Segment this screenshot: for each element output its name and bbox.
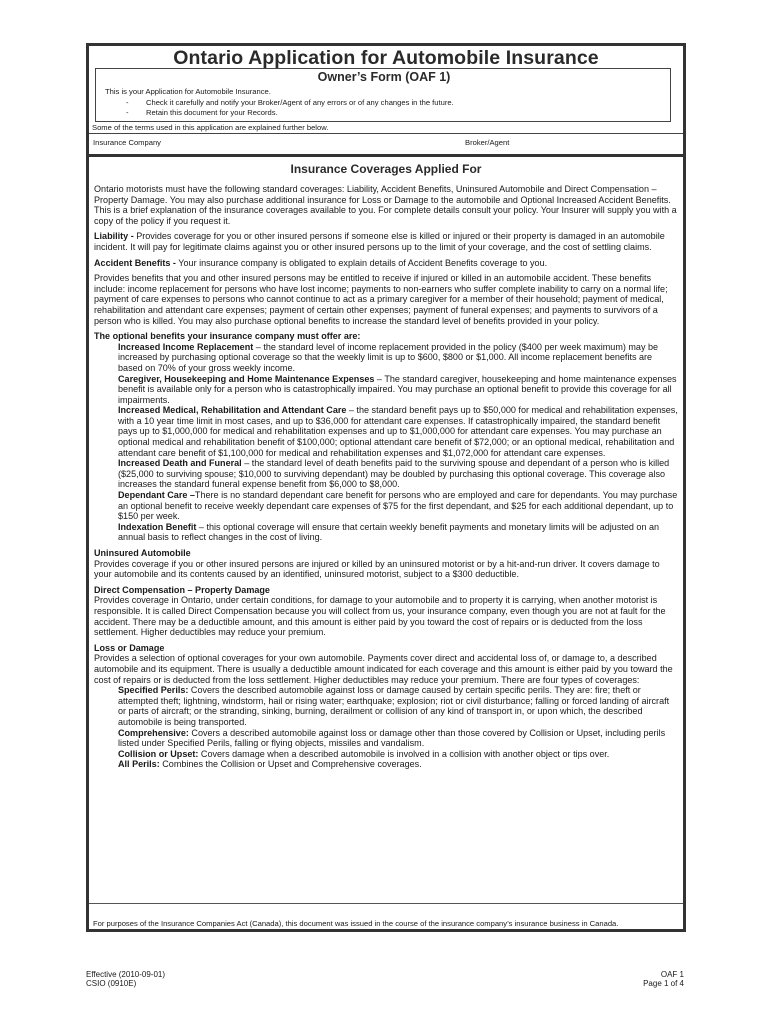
loss-damage-heading-text: Loss or Damage bbox=[94, 642, 165, 653]
loss-type-term: Specified Perils: bbox=[118, 685, 189, 696]
optional-text: – The standard caregiver, housekeeping and home maintenance expenses benefit is available only for a person who is catastrophically impaired. You may purchase an optional benefit to provide this coverage for all impairments. bbox=[118, 373, 677, 405]
uninsured-heading-text: Uninsured Automobile bbox=[94, 548, 191, 558]
accident-benefits-paragraph bbox=[94, 258, 678, 269]
optional-text: – this optional coverage will ensure that certain weekly benefit payments and monetary limits will be adjusted on an annual basis to reflect changes in the cost of living. bbox=[118, 521, 660, 543]
optional-text: – the standard level of death benefits paid to the surviving spouse and dependant of a person who is killed ($25,000 to surviving spouse; $10,000 to surviving dependant) may be doubled by purchasing this optional coverage. This coverage also increases the standard funeral expense benefit from $6,000 to $8,000. bbox=[118, 458, 670, 490]
loss-type-text: Covers a described automobile against loss or damage other than those covered by Collision or Upset, including perils listed under Specified Perils, falling or flying objects, missiles and vandalism. bbox=[118, 727, 666, 749]
form-header bbox=[89, 46, 683, 132]
page-footer-right bbox=[643, 970, 684, 988]
uninsured-heading bbox=[94, 548, 678, 559]
loss-damage-type bbox=[94, 728, 678, 749]
loss-damage-type bbox=[94, 685, 678, 727]
optional-term: Increased Medical, Rehabilitation and Attendant Care bbox=[118, 405, 347, 416]
optional-benefit-item bbox=[94, 522, 678, 543]
loss-damage-paragraph: Provides a selection of optional coverages for your own automobile. Payments cover direct and accidental loss of, or damage to, a described automobile and its equipment. There is usually a deductible amount indicated for each coverage and this amount is either paid by you toward the cost of repairs or is deducted from the loss settlement. Higher deductibles may reduce your premium. There are four types of coverages: bbox=[94, 653, 673, 685]
loss-damage-type bbox=[94, 749, 678, 760]
form-footer bbox=[89, 903, 683, 931]
optional-benefit-item bbox=[94, 374, 678, 406]
form-code: OAF 1 bbox=[660, 970, 684, 979]
loss-type-text: Covers damage when a described automobile is involved in a collision with another object or tips over. bbox=[198, 748, 610, 759]
footer-divider bbox=[89, 903, 683, 904]
page-footer-left bbox=[86, 970, 165, 988]
direct-compensation-heading-text: Direct Compensation – Property Damage bbox=[94, 584, 270, 595]
optional-text: – the standard level of income replacement provided in the policy ($400 per week maximum) may be increased by purchasing optional coverage so that the weekly limit is up to $600, $800 or $1,000. All income replacement benefits are based on 70% of your gross weekly income. bbox=[118, 341, 659, 373]
coverages-intro: Ontario motorists must have the following standard coverages: Liability, Accident Benefits, Uninsured Automobile and Direct Compensation – Property Damage. You may also purchase additional insurance for Loss or Damage to the automobile and Optional Increased Accident Benefits. This is a brief explanation of the insurance coverages available to you. For complete details consult your policy. Your Insurer will supply you with a copy of the policy if you request it. bbox=[94, 184, 677, 226]
loss-type-text: Covers the described automobile against loss or damage caused by certain specific perils. They are: fire; theft or attempted theft; lightning, windstorm, hail or rising water; earthquake; explosion; riot or civil disturbance; falling or forced landing of aircraft or parts of aircraft; or the stranding, sinking, burning, derailment or collision of any kind of transport in, or upon which, the described automobile is being transported. bbox=[118, 685, 670, 727]
coverages-heading: Insurance Coverages Applied For bbox=[290, 162, 482, 176]
form-frame bbox=[86, 43, 686, 932]
optional-heading-text: The optional benefits your insurance company must offer are: bbox=[94, 331, 361, 342]
uninsured-paragraph: Provides coverage if you or other insured persons are injured or killed by an uninsured motorist or by a hit-and-run driver. It covers damage to your automobile and its contents caused by an identified, uninsured motorist, subject to a $300 deductible. bbox=[94, 558, 660, 580]
loss-type-term: Comprehensive: bbox=[118, 727, 189, 738]
terms-note: Some of the terms used in this application are explained further below. bbox=[92, 123, 329, 132]
optional-benefit-item bbox=[94, 342, 678, 374]
optional-text: – the standard benefit pays up to $50,000 for medical and rehabilitation expenses, with a 10 year time limit in most cases, and up to $36,000 for attendant care expenses. If catastrophically impaired, the standard benefit pays up to $1,000,000 for medical and rehabilitation expenses and up to $1,000,000 for attendant care expenses. You may purchase an optional medical and rehabilitation benefit of $100,000; optional attendant care benefit of $72,000; or an optional medical, rehabilitation and attendant care benefit of $1,100,000 for medical and rehabilitation expenses and $1,072,000 for attendant care expenses. bbox=[118, 405, 678, 458]
accident-benefits-term: Accident Benefits - bbox=[94, 257, 176, 268]
liability-paragraph bbox=[94, 231, 678, 252]
dash-bullet: - bbox=[126, 98, 129, 107]
purpose-statement: For purposes of the Insurance Companies Act (Canada), this document was issued in the course of the insurance company’s insurance business in Canada. bbox=[93, 919, 619, 928]
loss-type-term: Collision or Upset: bbox=[118, 748, 199, 759]
accident-benefits-text: Your insurance company is obligated to explain details of Accident Benefits coverage to you. bbox=[175, 257, 548, 268]
optional-benefit-item bbox=[94, 490, 678, 522]
optional-heading bbox=[94, 331, 678, 342]
optional-term: Increased Death and Funeral bbox=[118, 458, 242, 469]
form-title: Ontario Application for Automobile Insurance bbox=[173, 47, 599, 69]
form-intro: This is your Application for Automobile Insurance. bbox=[105, 87, 271, 96]
liability-term: Liability - bbox=[94, 231, 134, 242]
optional-benefit-item bbox=[94, 405, 678, 458]
direct-compensation-paragraph: Provides coverage in Ontario, under certain conditions, for damage to your automobile and to property it is carrying, when another motorist is responsible. It is called Direct Compensation because you will collect from us, your insurance company, even though you are not at fault for the accident. There may be a deductible amount, and this amount is either paid by you toward the cost of repairs or is deducted from the loss settlement. Higher deductibles may reduce your premium. bbox=[94, 595, 666, 638]
direct-compensation-heading bbox=[94, 585, 678, 596]
page-number: Page 1 of 4 bbox=[643, 979, 684, 988]
csio-code: CSIO (0910E) bbox=[86, 979, 137, 988]
section-divider bbox=[89, 154, 683, 157]
dash-bullet: - bbox=[126, 108, 129, 117]
loss-damage-type bbox=[94, 759, 678, 770]
divider bbox=[89, 133, 683, 134]
optional-term: Indexation Benefit bbox=[118, 521, 197, 532]
loss-damage-heading bbox=[94, 643, 678, 654]
loss-type-term: All Perils: bbox=[118, 759, 160, 770]
optional-benefit-item bbox=[94, 458, 678, 490]
broker-agent-label: Broker/Agent bbox=[465, 138, 510, 147]
loss-type-text: Combines the Collision or Upset and Comprehensive coverages. bbox=[159, 759, 422, 770]
optional-term: Dependant Care – bbox=[118, 490, 195, 501]
effective-date: Effective (2010-09-01) bbox=[86, 970, 166, 979]
benefits-paragraph: Provides benefits that you and other insured persons may be entitled to receive if injured or killed in an automobile accident. These benefits include: income replacement for persons who have lost income; payments to non-earners who suffer complete inability to carry on a normal life; payment of care expenses to persons who cannot continue to act as a primary caregiver for a member of their household; payment of medical, rehabilitation and attendant care expenses; payment of certain other expenses; payment of funeral expenses; and payments to survivors of a person who is killed. You may also purchase optional benefits to increase the standard level of benefits provided in your policy. bbox=[94, 273, 668, 326]
bullet-text: Check it carefully and notify your Broker/Agent of any errors or of any changes in the future. bbox=[146, 98, 454, 107]
form-subtitle: Owner’s Form (OAF 1) bbox=[317, 70, 451, 84]
optional-term: Increased Income Replacement bbox=[118, 341, 254, 352]
optional-text: There is no standard dependant care benefit for persons who are employed and care for dependants. You may purchase an optional benefit to receive weekly dependant care expenses of $75 for the first dependant, and $25 for each additional dependant, up to $150 per week. bbox=[118, 490, 678, 522]
coverages-section bbox=[94, 162, 678, 770]
insurance-company-label: Insurance Company bbox=[93, 138, 161, 147]
owners-form-box bbox=[95, 68, 671, 122]
liability-text: Provides coverage for you or other insured persons if someone else is killed or injured or their property is damaged in an automobile incident. It will pay for legitimate claims against you or other insured persons up to the limit of your coverage, and the cost of settling claims. bbox=[94, 231, 665, 252]
optional-term: Caregiver, Housekeeping and Home Maintenance Expenses bbox=[118, 373, 375, 384]
bullet-text: Retain this document for your Records. bbox=[146, 108, 278, 117]
